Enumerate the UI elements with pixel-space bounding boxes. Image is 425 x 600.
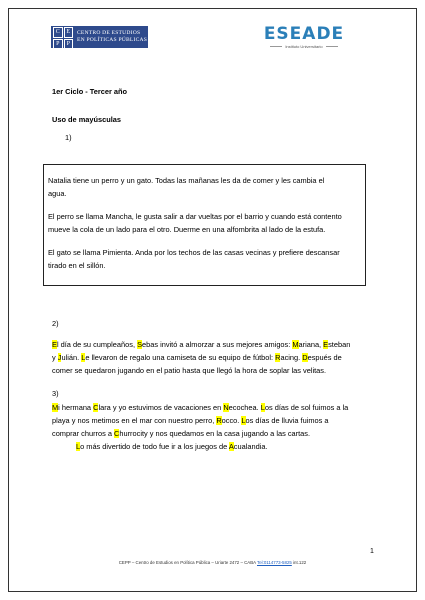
box-line: agua. [48,189,67,198]
box-line: Natalia tiene un perro y un gato. Todas las mañanas les da de comer y les cambia el [48,176,325,185]
cepp-letter: P [64,39,74,50]
item-2-paragraph [52,338,374,377]
highlighted-capital: R [275,353,281,362]
footer-extension: int.122 [291,560,307,565]
highlighted-capital: C [93,403,99,412]
text-segment: o más divertido de todo fue ir a los juegos de [80,442,229,451]
highlighted-capital: L [76,442,81,451]
text-segment: cualandia. [233,442,268,451]
eseade-logo [262,24,346,49]
eseade-logo-tagline: Instituto Universitario [262,44,346,49]
text-segment: comprar churros a [52,429,115,438]
eseade-logo-name: ESEADE [263,24,345,44]
text-segment: ulián. [61,353,82,362]
highlighted-capital: E [52,340,57,349]
text-segment: steban [328,340,351,349]
item-1-number: 1) [65,133,72,142]
item-2-number: 2) [52,319,59,328]
highlighted-capital: A [228,442,234,451]
footer-phone-link[interactable]: Tel:0114773-5825 [257,560,292,565]
text-segment: y [52,353,58,362]
text-segment: os días de sol fuimos a la [264,403,349,412]
text-segment: lara y yo estuvimos de vacaciones en [98,403,224,412]
text-segment: ariana, [298,340,324,349]
item-2-line [52,364,374,377]
cepp-logo-mark [53,27,73,47]
cepp-letter: P [53,39,63,50]
item-2-line [52,351,374,364]
text-segment: hurrocity y nos quedamos en la casa jugando a las cartas. [119,429,310,438]
cepp-logo-line1: CENTRO DE ESTUDIOS [77,30,141,36]
highlighted-capital: M [52,403,59,412]
cepp-logo-line2: EN POLÍTICAS PÚBLICAS [77,37,148,43]
box-paragraph-2 [48,210,342,236]
text-segment: espués de [307,353,342,362]
box-line: mueve la cola de un lado para el otro. Duerme en una alfombrita al lado de la estufa. [48,225,326,234]
item-3-number: 3) [52,389,59,398]
item-3-line [52,440,374,453]
highlighted-capital: L [260,403,265,412]
box-line: El gato se llama Pimienta. Anda por los techos de las casas vecinas y prefiere descansar [48,248,340,257]
footer-text: CEPP – Centro de Estudios en Política Pública – Uriarte 2472 – CABA [118,560,257,565]
highlighted-capital: J [57,353,62,362]
item-3-line [52,401,374,414]
box-line: tirado en el sillón. [48,261,106,270]
text-segment: l día de su cumpleaños, [56,340,138,349]
section-title: Uso de mayúsculas [52,115,122,124]
text-segment: ecochea. [228,403,261,412]
highlighted-capital: E [323,340,329,349]
highlighted-capital: D [302,353,308,362]
cycle-title: 1er Ciclo - Tercer año [52,87,128,96]
box-line: El perro se llama Mancha, le gusta salir a dar vueltas por el barrio y cuando está contento [48,212,342,221]
text-segment: comer se quedaron jugando en el patio hasta que llegó la hora de soplar las velitas. [52,366,327,375]
text-segment: occo. [221,416,242,425]
text-segment: e llevaron de regalo una camiseta de su equipo de fútbol: [85,353,276,362]
item-3-paragraph [52,401,374,453]
highlighted-capital: N [223,403,229,412]
text-segment: playa y nos metimos en el mar con nuestro perro, [52,416,217,425]
highlighted-capital: R [216,416,222,425]
text-segment: os días de lluvia fuimos a [245,416,329,425]
item-3-line [52,414,374,427]
highlighted-capital: C [114,429,120,438]
text-segment: acing. [280,353,303,362]
highlighted-capital: L [241,416,246,425]
item-3-line [52,427,374,440]
cepp-letter: E [64,27,74,38]
box-paragraph-3 [48,246,340,272]
cepp-letter: C [53,27,63,38]
highlighted-capital: L [81,353,86,362]
footer [0,560,425,565]
item-2-line [52,338,374,351]
highlighted-capital: S [137,340,142,349]
cepp-logo [51,26,148,48]
text-segment: i hermana [58,403,94,412]
text-segment: ebas invitó a almorzar a sus mejores amigos: [142,340,293,349]
box-paragraph-1 [48,174,324,200]
highlighted-capital: M [292,340,299,349]
page-number: 1 [370,548,374,555]
